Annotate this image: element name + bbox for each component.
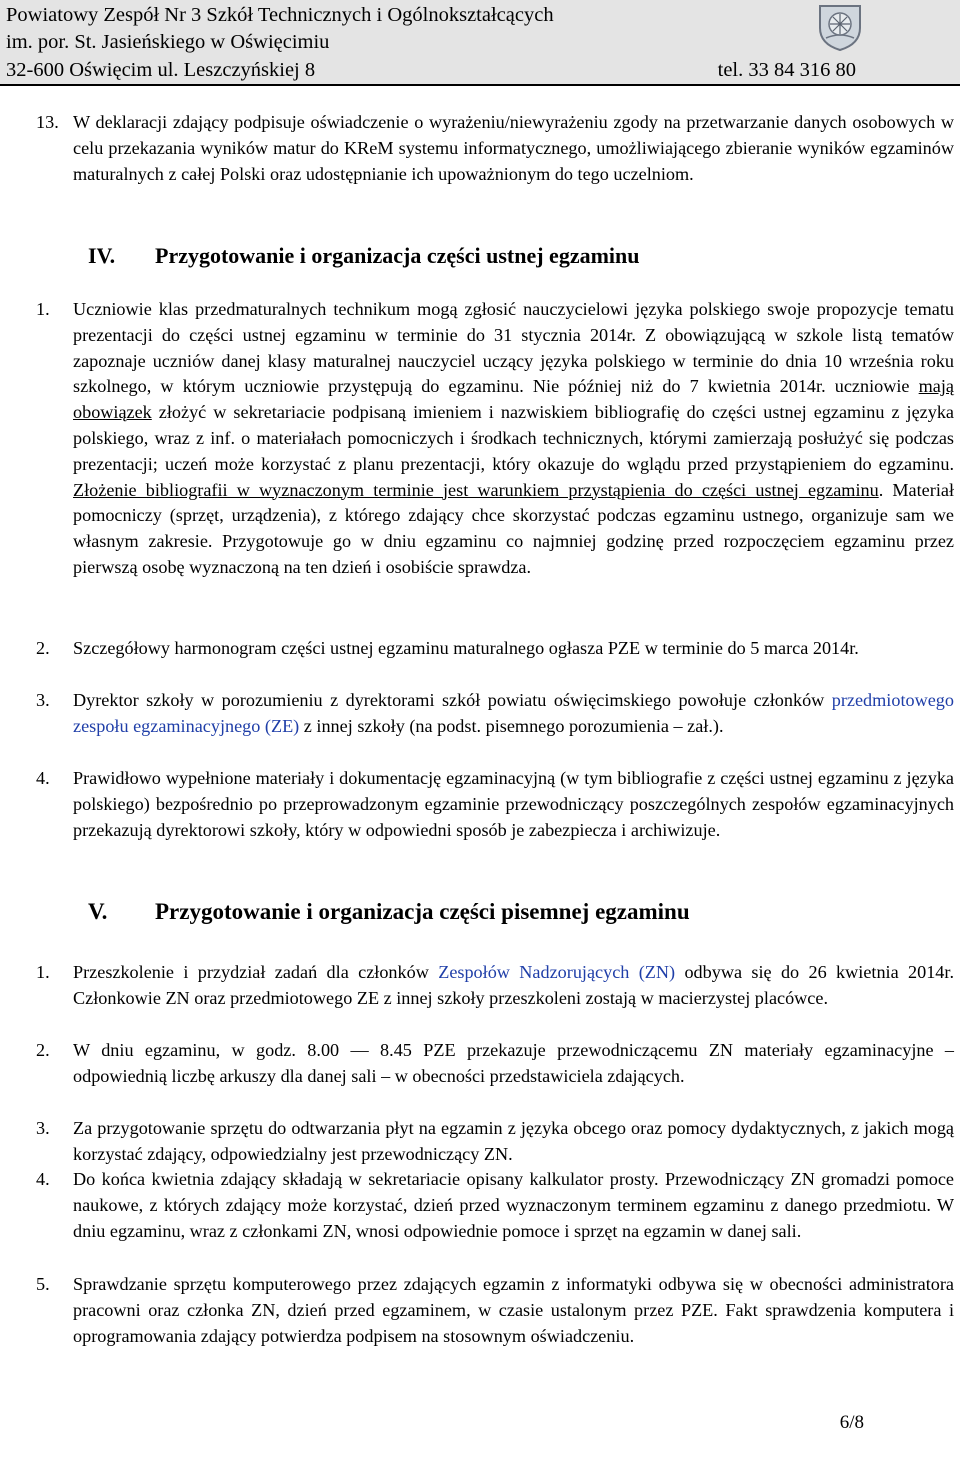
highlighted-term: przedmiotowego zespołu egzaminacyjnego (ZE) (73, 690, 954, 736)
item-number: 13. (36, 112, 59, 132)
item-text: Za przygotowanie sprzętu do odtwarzania płyt na egzamin z języka obcego oraz pomocy dydaktycznych, z jakich mogą korzystać zdający, odpowiedzialny jest przewodniczący ZN. (73, 1118, 954, 1164)
section-4-item-2 (36, 636, 954, 662)
letterhead (0, 0, 960, 86)
school-name: Powiatowy Zespół Nr 3 Szkół Technicznych i Ogólnokształcących (6, 4, 554, 26)
item-text: Szczegółowy harmonogram części ustnej egzaminu maturalnego ogłasza PZE w terminie do 5 marca 2014r. (73, 638, 859, 658)
page-number: 6/8 (839, 1412, 864, 1433)
item-text: odbywa się do 26 kwietnia 2014r. Członkowie ZN oraz przedmiotowego ZE z innej szkoły przeszkoleni zostają w macierzystej placówce. (73, 962, 955, 1008)
item-text: Dyrektor szkoły w porozumieniu z dyrektorami szkół powiatu oświęcimskiego powołuje członków (73, 690, 832, 710)
item-number: 5. (36, 1274, 50, 1294)
item-text: z innej szkoły (na podst. pisemnego porozumienia – zał.). (299, 715, 724, 736)
section-5-title: Przygotowanie i organizacja części pisemnej egzaminu (155, 899, 690, 924)
item-text: Do końca kwietnia zdający składają w sekretariacie opisany kalkulator prosty. Przewodniczący ZN gromadzi pomoce naukowe, z których zdający może korzystać, dzień przed wyznaczonym terminem egzaminu z danego przedmiotu. W dniu egzaminu, wraz z członkami ZN, wnosi odpowiednie pomoce i sprzęt na egzamin w danej sali. (73, 1169, 954, 1241)
item-number: 3. (36, 1118, 50, 1138)
section-5-item-4 (36, 1167, 954, 1244)
school-emblem-icon (816, 2, 864, 52)
highlighted-term: Zespołów Nadzorujących (ZN) (438, 962, 676, 982)
item-text: Uczniowie klas przedmaturalnych technikum mogą zgłosić nauczycielowi języka polskiego swoje propozycje tematu prezentacji do części ustnej egzaminu w terminie do 31 stycznia 2014r. Z obowiązującą w szkole listą tematów zapoznaje uczniów danej klasy maturalnej nauczyciel uczący języka polskiego w terminie do dnia 10 września roku szkolnego, w którym uczniowie przystępują do egzaminu. Nie później niż do 7 kwietnia 2014r. uczniowie (73, 299, 954, 397)
section-4-item-3 (36, 688, 954, 740)
item-text: Sprawdzanie sprzętu komputerowego przez zdających egzamin z informatyki odbywa się w obecności administratora pracowni oraz członka ZN, dzień przed egzaminem, w czasie ustalonym przez PZE. Fakt sprawdzenia komputera i oprogramowania zdający potwierdza podpisem na stosownym oświadczeniu. (73, 1274, 954, 1346)
item-number: 4. (36, 1169, 50, 1189)
item-number: 2. (36, 638, 50, 658)
item-text: W deklaracji zdający podpisuje oświadczenie o wyrażeniu/niewyrażeniu zgody na przetwarzanie danych osobowych w celu przekazania wyników matur do KReM systemu informatycznego, umożliwiającego zbieranie wyników egzaminów maturalnych z całej Polski oraz udostępnianie ich upoważnionym do tego uczelniom. (73, 112, 954, 184)
section-4-title: Przygotowanie i organizacja części ustnej egzaminu (155, 243, 640, 268)
item-number: 3. (36, 690, 50, 710)
section-5-item-3 (36, 1116, 954, 1168)
section-5-item-5 (36, 1272, 954, 1349)
underlined-text: mają obowiązek (73, 376, 954, 423)
item-number: 1. (36, 299, 50, 319)
item-text: złożyć w sekretariacie podpisaną imieniem i nazwiskiem bibliografię do części ustnej egzaminu z języka polskiego, wraz z inf. o materiałach pomocniczych i środkach technicznych, którymi zamierzają posłużyć się podczas prezentacji; uczeń może korzystać z planu prezentacji, który okazuje do wglądu przed przystąpieniem do egzaminu. (73, 402, 954, 474)
school-phone: tel. 33 84 316 80 (717, 59, 856, 81)
item-number: 4. (36, 768, 50, 788)
item-text: . Materiał pomocniczy (sprzęt, urządzenia), z którego zdający chce skorzystać podczas egzaminu ustnego, organizuje sam we własnym zakresie. Przygotowuje go w dniu egzaminu co najmniej godzinę przed rozpoczęciem egzaminu przez pierwszą osobę wyznaczoną na ten dzień i osobiście sprawdza. (73, 479, 954, 577)
item-text: Prawidłowo wypełnione materiały i dokumentację egzaminacyjną (w tym bibliografie z części ustnej egzaminu z języka polskiego) bezpośrednio po przeprowadzonym egzaminie przewodniczący poszczególnych zespołów egzaminacyjnych przekazują dyrektorowi szkoły, który w odpowiedni sposób je zabezpiecza i archiwizuje. (73, 768, 954, 840)
underlined-text: Złożenie bibliografii w wyznaczonym terminie jest warunkiem przystąpienia do części ustnej egzaminu (73, 479, 879, 500)
item-number: 2. (36, 1040, 50, 1060)
list-item-13 (36, 110, 954, 187)
section-4-number: IV. (88, 243, 116, 268)
school-patron: im. por. St. Jasieńskiego w Oświęcimiu (6, 31, 330, 53)
section-4-item-1 (36, 297, 954, 581)
school-address: 32-600 Oświęcim ul. Leszczyńskiej 8 (6, 59, 316, 81)
section-5-item-2 (36, 1038, 954, 1090)
section-5-item-1 (36, 960, 955, 1012)
item-number: 1. (36, 962, 50, 982)
item-text: Przeszkolenie i przydział zadań dla członków (73, 962, 439, 982)
section-5-number: V. (88, 899, 108, 924)
section-4-item-4 (36, 766, 954, 843)
item-text: W dniu egzaminu, w godz. 8.00 — 8.45 PZE przekazuje przewodniczącemu ZN materiały egzaminacyjne – odpowiednią liczbę arkuszy dla danej sali – w obecności przedstawiciela zdających. (73, 1040, 954, 1086)
